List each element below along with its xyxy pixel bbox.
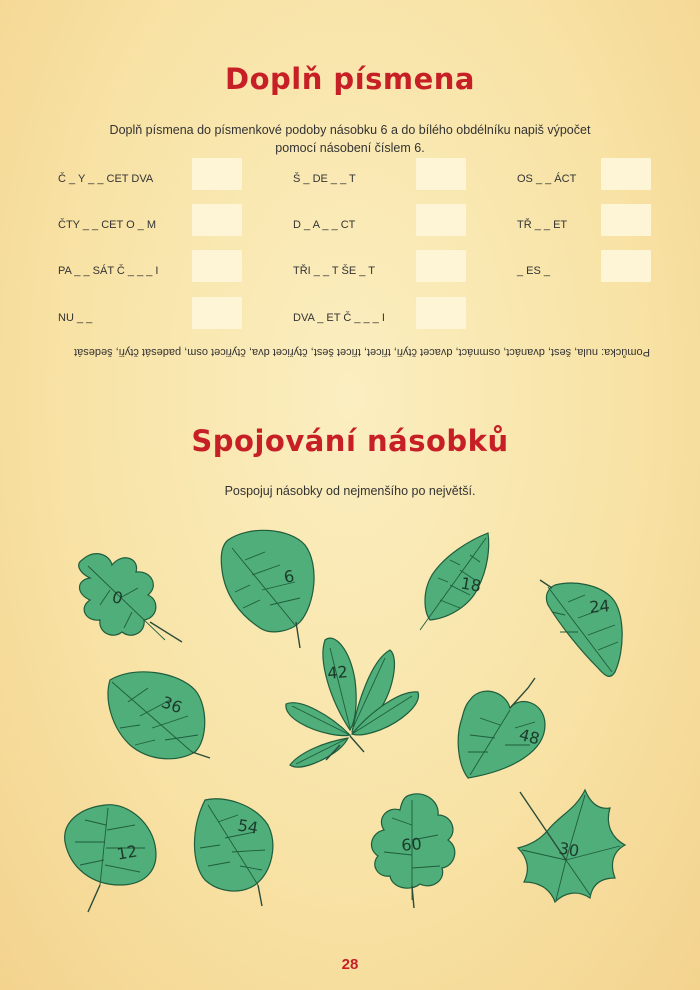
leaf-12[interactable]: [65, 805, 156, 912]
leaf-0[interactable]: [79, 554, 182, 642]
word-puzzle: PA _ _ SÁT Č _ _ _ I: [58, 265, 159, 277]
leaf-18[interactable]: [420, 533, 489, 630]
connect-instruction: Pospojuj násobky od nejmenšího po největší.: [224, 484, 476, 498]
leaf-number: 0: [110, 587, 125, 609]
word-puzzle: Š _ DE _ _ T: [293, 173, 356, 185]
leaf-6[interactable]: [221, 530, 314, 648]
leaf-number: 12: [115, 841, 139, 864]
word-puzzle: Č _ Y _ _ CET DVA: [58, 173, 154, 185]
word-puzzle: TŘI _ _ T ŠE _ T: [293, 265, 375, 277]
page-number: 28: [341, 956, 359, 973]
leaf-30[interactable]: [518, 790, 625, 902]
word-puzzle: _ ES _: [517, 265, 551, 277]
leaf-54[interactable]: [194, 799, 272, 906]
leaf-number: 24: [588, 596, 611, 617]
leaf-number: 6: [282, 566, 296, 587]
upside-down-hint: Pomůcka: nula, šest, dvanáct, osmnáct, dvacet čtyři, třicet, třicet šest, čtyřicet dva, čtyřicet osm, padesát čtyři, šedesát: [74, 346, 650, 358]
leaf-36[interactable]: [108, 672, 210, 759]
leaf-number: 36: [159, 692, 185, 718]
leaf-48[interactable]: [458, 678, 545, 778]
word-puzzle: OS _ _ ÁCT: [517, 173, 577, 185]
leaf-number: 42: [326, 662, 349, 683]
word-puzzle: TŘ _ _ ET: [517, 219, 568, 231]
section-title-fill-letters: Doplň písmena: [225, 62, 475, 96]
leaf-number: 18: [459, 573, 483, 596]
instruction-line-2: pomocí násobení číslem 6.: [275, 141, 425, 155]
word-puzzle: NU _ _: [58, 312, 93, 324]
word-puzzle: DVA _ ET Č _ _ _ I: [293, 312, 385, 324]
word-puzzle: D _ A _ _ CT: [293, 219, 356, 231]
leaf-number: 48: [517, 724, 542, 749]
leaf-42[interactable]: [286, 638, 419, 767]
word-puzzle: ČTY _ _ CET O _ M: [58, 219, 157, 231]
leaf-24[interactable]: [540, 580, 622, 676]
leaf-number: 54: [236, 815, 260, 838]
instruction-line-1: Doplň písmena do písmenkové podoby násobku 6 a do bílého obdélníku napiš výpočet: [109, 123, 591, 137]
leaf-number: 60: [400, 834, 423, 855]
leaf-60[interactable]: [371, 794, 454, 908]
leaf-number: 30: [557, 838, 581, 861]
section-title-connect-multiples: Spojování násobků: [191, 424, 509, 458]
